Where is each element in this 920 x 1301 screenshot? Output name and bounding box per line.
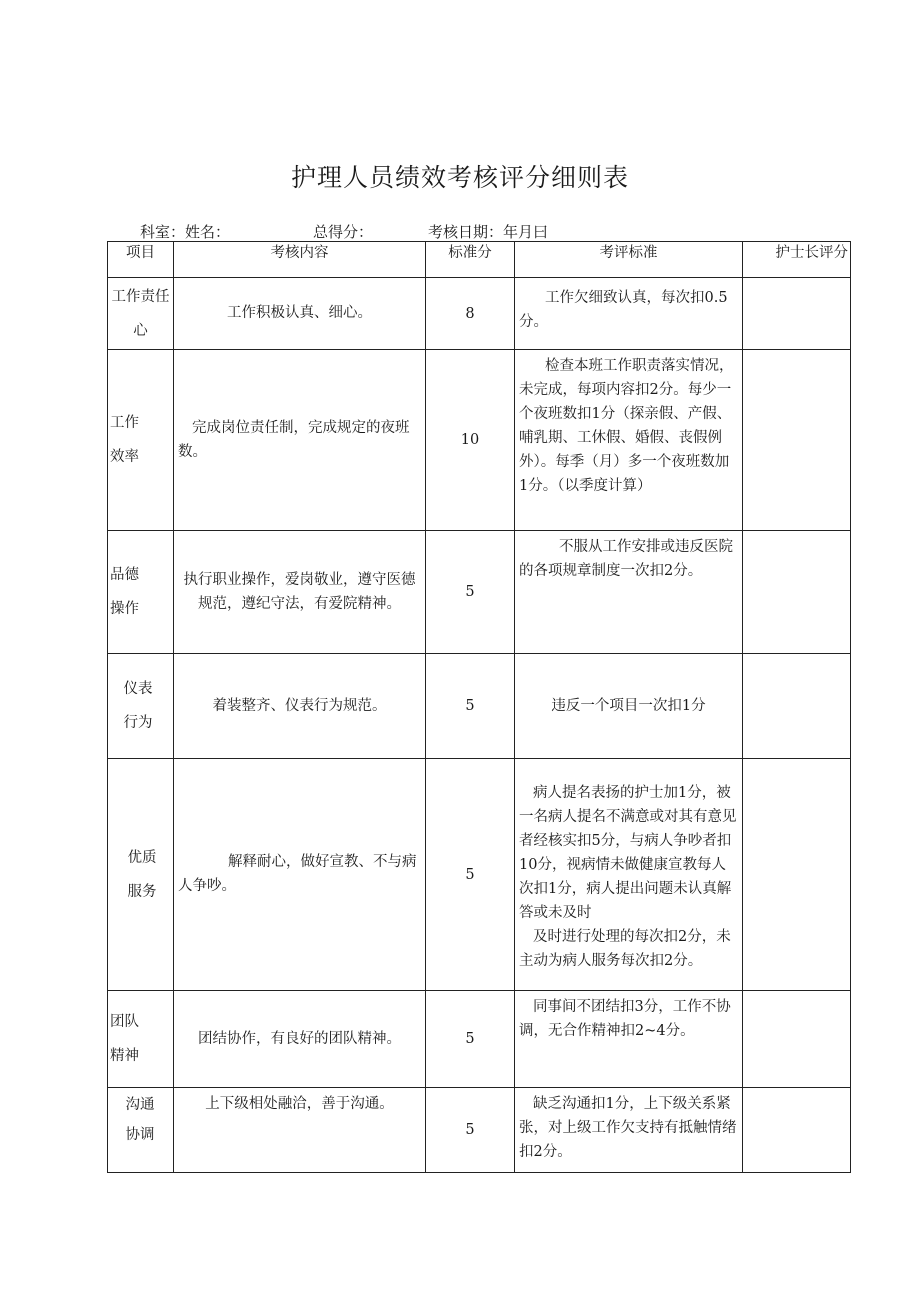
row-standard: 8 [426, 278, 515, 350]
dept-name-label: 科室：姓名： [140, 223, 231, 241]
table-row [108, 350, 851, 531]
row-score[interactable] [743, 350, 851, 531]
row-score[interactable] [743, 759, 851, 991]
row-content: 工作积极认真、细心。 [174, 278, 426, 350]
table-row [108, 531, 851, 654]
row-standard: 5 [426, 654, 515, 759]
table-row [108, 1088, 851, 1173]
row-item: 沟通协调 [108, 1088, 174, 1173]
row-item: 工作责任心 [108, 278, 174, 350]
row-score[interactable] [743, 278, 851, 350]
evaluation-table [107, 241, 851, 1173]
row-criteria: 病人提名表扬的护士加1分，被一名病人提名不满意或对其有意见者经核实扣5分，与病人争吵者扣10分，视病情未做健康宣教每人次扣1分，病人提出问题未认真解答或未及时 及时进行处理的每次扣2分，未主动为病人服务每次扣2分。 [515, 759, 743, 991]
row-criteria: 不服从工作安排或违反医院的各项规章制度一次扣2分。 [515, 531, 743, 654]
row-content: 团结协作，有良好的团队精神。 [174, 991, 426, 1088]
row-content: 着装整齐、仪表行为规范。 [174, 654, 426, 759]
header-item: 项目 [108, 242, 174, 278]
row-content: 执行职业操作，爱岗敬业，遵守医德规范，遵纪守法，有爱院精神。 [174, 531, 426, 654]
header-standard: 标准分 [426, 242, 515, 278]
row-score[interactable] [743, 654, 851, 759]
header-criteria: 考评标准 [515, 242, 743, 278]
row-content: 解释耐心，做好宣教、不与病人争吵。 [174, 759, 426, 991]
header-content: 考核内容 [174, 242, 426, 278]
exam-date-label: 考核日期：年月曰 [428, 223, 549, 241]
row-standard: 10 [426, 350, 515, 531]
page-title: 护理人员绩效考核评分细则表 [290, 163, 629, 192]
total-score-label: 总得分： [313, 223, 374, 241]
table-row [108, 654, 851, 759]
row-item: 品德操作 [108, 531, 174, 654]
row-item: 仪表行为 [108, 654, 174, 759]
row-standard: 5 [426, 531, 515, 654]
row-item: 团队精神 [108, 991, 174, 1088]
row-content: 完成岗位责任制，完成规定的夜班数。 [174, 350, 426, 531]
table-row [108, 759, 851, 991]
row-item: 工作效率 [108, 350, 174, 531]
row-criteria: 违反一个项目一次扣1分 [515, 654, 743, 759]
row-score[interactable] [743, 531, 851, 654]
table-row [108, 991, 851, 1088]
row-score[interactable] [743, 1088, 851, 1173]
row-criteria: 缺乏沟通扣1分，上下级关系紧张，对上级工作欠支持有抵触情绪扣2分。 [515, 1088, 743, 1173]
row-standard: 5 [426, 991, 515, 1088]
row-score[interactable] [743, 991, 851, 1088]
row-criteria: 工作欠细致认真，每次扣0.5分。 [515, 278, 743, 350]
table-row [108, 278, 851, 350]
row-standard: 5 [426, 759, 515, 991]
row-criteria: 检查本班工作职责落实情况，未完成，每项内容扣2分。每少一个夜班数扣1分（探亲假、产假、哺乳期、工休假、婚假、丧假例外）。每季（月）多一个夜班数加1分。（以季度计算） [515, 350, 743, 531]
header-score: 护士长评分 [743, 242, 851, 278]
row-standard: 5 [426, 1088, 515, 1173]
row-item: 优质服务 [108, 759, 174, 991]
row-content: 上下级相处融洽，善于沟通。 [174, 1088, 426, 1173]
row-criteria: 同事间不团结扣3分，工作不协调，无合作精神扣2~4分。 [515, 991, 743, 1088]
table-header-row [108, 242, 851, 278]
